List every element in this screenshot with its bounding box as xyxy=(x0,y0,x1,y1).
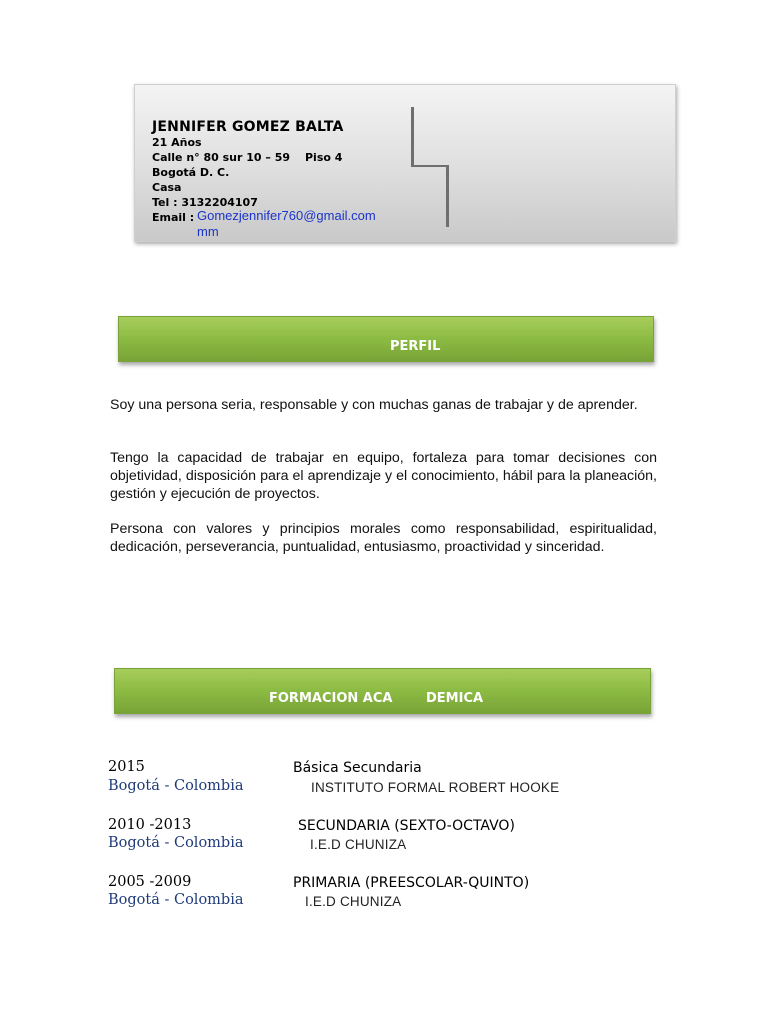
candidate-phone: Tel : 3132204107 xyxy=(152,196,258,209)
candidate-floor: Piso 4 xyxy=(305,151,343,164)
candidate-address: Calle n° 80 sur 10 – 59 xyxy=(152,151,291,164)
candidate-city: Bogotá D. C. xyxy=(152,166,230,179)
edu-degree: SECUNDARIA (SEXTO-OCTAVO) xyxy=(298,818,515,834)
edu-year: 2005 -2009 xyxy=(108,874,192,890)
edu-location: Bogotá - Colombia xyxy=(108,892,244,908)
section-header-formacion xyxy=(114,668,651,714)
section-header-perfil xyxy=(118,316,654,362)
candidate-housing: Casa xyxy=(152,181,182,194)
edu-degree: Básica Secundaria xyxy=(293,760,422,776)
profile-paragraph-2: Tengo la capacidad de trabajar en equipo, fortaleza para tomar decisiones con objetividad, disposición para el aprendizaje y el conocimiento, hábil para la planeación, gestión y ejecución de proyectos. xyxy=(110,450,657,502)
edu-institution: INSTITUTO FORMAL ROBERT HOOKE xyxy=(311,780,560,795)
edu-institution: I.E.D CHUNIZA xyxy=(310,837,407,852)
email-link[interactable] xyxy=(197,208,376,240)
email-label: Email : xyxy=(152,211,195,224)
formacion-title-part-1: FORMACION ACA xyxy=(269,691,393,706)
candidate-age: 21 Años xyxy=(152,136,202,149)
edu-degree: PRIMARIA (PREESCOLAR-QUINTO) xyxy=(293,875,530,891)
edu-year: 2010 -2013 xyxy=(108,817,192,833)
email-line-2[interactable]: mm xyxy=(197,224,219,239)
email-line-1[interactable]: Gomezjennifer760@gmail.com xyxy=(197,208,376,223)
decorative-bracket-mid xyxy=(411,165,448,167)
profile-paragraph-3: Persona con valores y principios morales como responsabilidad, espiritualidad, dedicación, perseverancia, puntualidad, entusiasmo, proactividad y sinceridad. xyxy=(110,521,657,555)
profile-paragraph-1: Soy una persona seria, responsable y con muchas ganas de trabajar y de aprender. xyxy=(110,397,638,413)
decorative-bracket-top xyxy=(411,107,414,167)
decorative-bracket-bottom xyxy=(446,165,449,227)
contact-card xyxy=(134,84,676,242)
candidate-name: JENNIFER GOMEZ BALTA xyxy=(152,119,344,135)
formacion-title-part-2: DEMICA xyxy=(426,691,484,706)
edu-location: Bogotá - Colombia xyxy=(108,835,244,851)
edu-institution: I.E.D CHUNIZA xyxy=(305,894,402,909)
edu-year: 2015 xyxy=(108,759,145,775)
perfil-title: PERFIL xyxy=(390,339,441,354)
edu-location: Bogotá - Colombia xyxy=(108,778,244,794)
